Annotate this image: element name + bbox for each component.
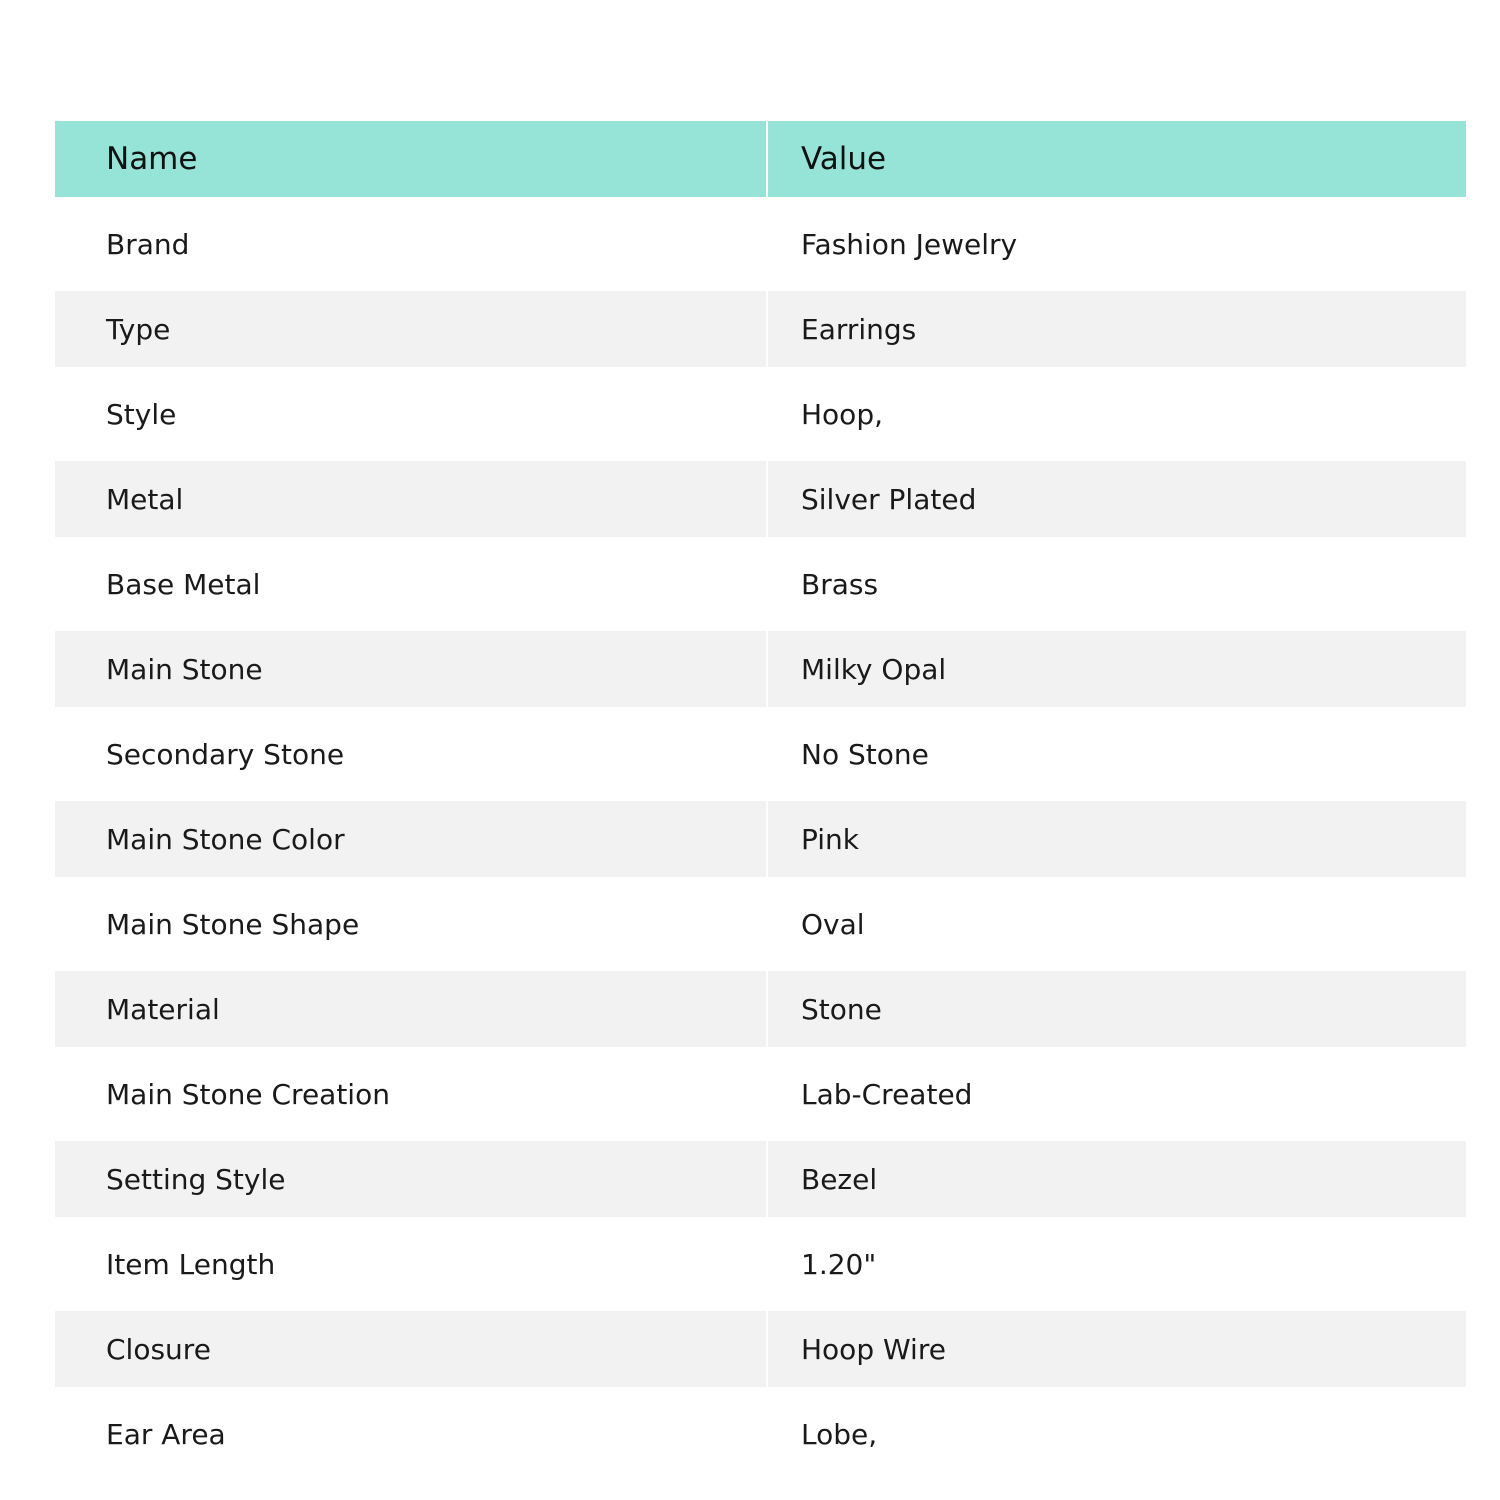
table-row (55, 801, 1466, 877)
row-value-cell: Bezel (766, 1141, 1466, 1217)
row-value-cell: Lab-Created (766, 1047, 1466, 1141)
row-name-cell: Style (106, 397, 177, 431)
table-row (55, 197, 1466, 291)
row-name-cell: Base Metal (106, 567, 261, 601)
row-name-cell: Main Stone Color (55, 801, 766, 877)
table-row (55, 1047, 1466, 1141)
column-header-name: Name (55, 121, 766, 197)
table-row (55, 631, 1466, 707)
table-row (55, 291, 1466, 367)
row-value-cell: Hoop Wire (766, 1311, 1466, 1387)
row-name-cell: Brand (106, 227, 190, 261)
row-value-cell: 1.20" (766, 1217, 1466, 1311)
row-name-cell: Main Stone Shape (106, 907, 360, 941)
row-value-cell: Lobe, (766, 1387, 1466, 1481)
row-value-cell: Earrings (766, 291, 1466, 367)
row-value-cell: Fashion Jewelry (766, 197, 1466, 291)
table-row (55, 537, 1466, 631)
table-row (55, 367, 1466, 461)
row-value-cell: Stone (766, 971, 1466, 1047)
spec-table (55, 121, 1466, 1481)
row-name-cell: Closure (55, 1311, 766, 1387)
column-header-value: Value (766, 121, 1466, 197)
table-row (55, 1311, 1466, 1387)
row-name-cell: Item Length (106, 1247, 276, 1281)
row-value-cell: Silver Plated (766, 461, 1466, 537)
row-value-cell: Hoop, (766, 367, 1466, 461)
table-row (55, 461, 1466, 537)
table-row (55, 1387, 1466, 1481)
row-name-cell: Metal (55, 461, 766, 537)
row-name-cell: Ear Area (106, 1417, 226, 1451)
row-name-cell: Material (55, 971, 766, 1047)
row-name-cell: Main Stone Creation (106, 1077, 390, 1111)
row-name-cell: Main Stone (55, 631, 766, 707)
row-value-cell: Oval (766, 877, 1466, 971)
row-value-cell: Pink (766, 801, 1466, 877)
row-value-cell: No Stone (766, 707, 1466, 801)
row-value-cell: Brass (766, 537, 1466, 631)
row-name-cell: Secondary Stone (106, 737, 345, 771)
table-header-row (55, 121, 1466, 197)
table-row (55, 1217, 1466, 1311)
table-row (55, 971, 1466, 1047)
row-name-cell: Setting Style (55, 1141, 766, 1217)
row-value-cell: Milky Opal (766, 631, 1466, 707)
table-row (55, 877, 1466, 971)
table-row (55, 1141, 1466, 1217)
row-name-cell: Type (55, 291, 766, 367)
table-row (55, 707, 1466, 801)
